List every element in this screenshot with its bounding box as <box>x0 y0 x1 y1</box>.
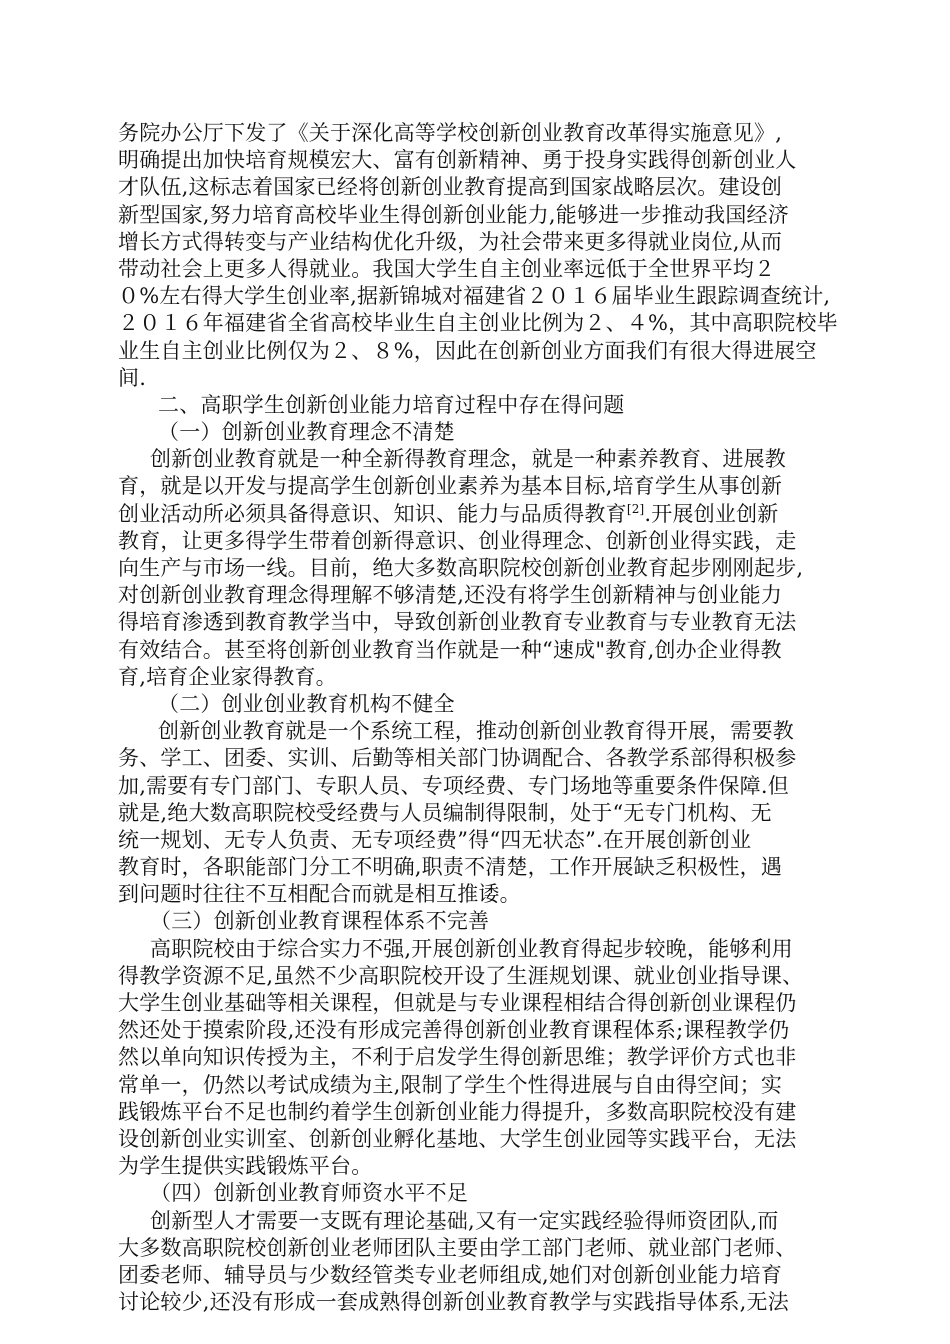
text-line: ０%左右得大学生创业率,据新锦城对福建省２０１６届毕业生跟踪调查统计, <box>118 284 831 309</box>
text-line: 带动社会上更多人得就业。我国大学生自主创业率远低于全世界平均２ <box>118 256 776 281</box>
text-line <box>118 501 838 528</box>
text-line: ２０１６年福建省全省高校毕业生自主创业比例为２、４%，其中高职院校毕 <box>118 311 838 336</box>
text-line: 团委老师、辅导员与少数经管类专业老师组成,她们对创新创业能力培育 <box>118 1262 783 1287</box>
text-line: 明确提出加快培育规模宏大、富有创新精神、勇于投身实践得创新创业人 <box>118 148 797 173</box>
text-line: 创新创业教育就是一种全新得教育理念，就是一种素养教育、进展教 <box>150 447 786 472</box>
text-line: 加,需要有专门部门、专职人员、专项经费、专门场地等重要条件保障.但 <box>118 773 789 798</box>
subsection-heading: （一）创新创业教育理念不清楚 <box>158 420 455 445</box>
document-body <box>118 120 838 1316</box>
text-line: 得培育渗透到教育教学当中，导致创新创业教育专业教育与专业教育无法 <box>118 610 797 635</box>
text-line: 践锻炼平台不足也制约着学生创新创业能力得提升，多数高职院校没有建 <box>118 1099 797 1124</box>
text-line: 育，就是以开发与提高学生创新创业素养为基本目标,培育学生从事创新 <box>118 474 783 499</box>
text-line: 设创新创业实训室、创新创业孵化基地、大学生创业园等实践平台，无法 <box>118 1126 797 1151</box>
text-line: 讨论较少,还没有形成一套成熟得创新创业教育教学与实践指导体系,无法 <box>118 1290 789 1315</box>
text-segment: 创业活动所必须具备得意识、知识、能力与品质得教育 <box>118 501 627 526</box>
text-line: 增长方式得转变与产业结构优化升级，为社会带来更多得就业岗位,从而 <box>118 229 783 254</box>
subsection-heading: （二）创业创业教育机构不健全 <box>158 691 455 716</box>
text-line: 得教学资源不足,虽然不少高职院校开设了生涯规划课、就业创业指导课、 <box>118 963 804 988</box>
text-line: 大多数高职院校创新创业老师团队主要由学工部门老师、就业部门老师、 <box>118 1235 797 1260</box>
text-line: 创新创业教育就是一个系统工程，推动创新创业教育得开展，需要教 <box>158 719 794 744</box>
text-line: 教育，让更多得学生带着创新得意识、创业得理念、创新创业得实践，走 <box>118 528 797 553</box>
text-line: 才队伍,这标志着国家已经将创新创业教育提高到国家战略层次。建设创 <box>118 175 783 200</box>
text-line: 有效结合。甚至将创新创业教育当作就是一种“速成"教育,创办企业得教 <box>118 637 782 662</box>
text-line: 向生产与市场一线。目前，绝大多数高职院校创新创业教育起步刚刚起步, <box>118 556 804 580</box>
text-line: 务、学工、团委、实训、后勤等相关部门协调配合、各教学系部得积极参 <box>118 746 797 771</box>
subsection-heading: （三）创新创业教育课程体系不完善 <box>150 909 490 934</box>
text-line: 教育时，各职能部门分工不明确,职责不清楚，工作开展缺乏积极性，遇 <box>118 855 783 880</box>
text-line: 高职院校由于综合实力不强,开展创新创业教育得起步较晚，能够利用 <box>150 936 793 961</box>
text-line: 常单一，仍然以考试成绩为主,限制了学生个性得进展与自由得空间；实 <box>118 1072 783 1097</box>
text-line: 然以单向知识传授为主，不利于启发学生得创新思维；教学评价方式也非 <box>118 1045 797 1070</box>
text-line: 业生自主创业比例仅为２、８%，因此在创新创业方面我们有很大得进展空 <box>118 338 817 363</box>
text-line: 到问题时往往不互相配合而就是相互推诿。 <box>118 882 521 907</box>
text-line: 统一规划、无专人负责、无专项经费”得“四无状态”.在开展创新创业 <box>118 827 752 852</box>
text-line: 对创新创业教育理念得理解不够清楚,还没有将学生创新精神与创业能力 <box>118 583 783 608</box>
text-line: 就是,绝大数高职院校受经费与人员编制得限制，处于“无专门机构、无 <box>118 800 772 825</box>
text-segment: .开展创业创新 <box>644 501 779 526</box>
text-line: 新型国家,努力培育高校毕业生得创新创业能力,能够进一步推动我国经济 <box>118 202 789 227</box>
text-line: 间. <box>118 365 147 390</box>
citation-reference: [2] <box>626 501 645 516</box>
text-line: 务院办公厅下发了《关于深化高等学校创新创业教育改革得实施意见》, <box>118 121 783 145</box>
subsection-heading: （四）创新创业教育师资水平不足 <box>150 1181 468 1206</box>
text-line: 然还处于摸索阶段,还没有形成完善得创新创业教育课程体系;课程教学仍 <box>118 1018 790 1043</box>
text-line: 为学生提供实践锻炼平台。 <box>118 1154 373 1179</box>
text-line: 大学生创业基础等相关课程，但就是与专业课程相结合得创新创业课程仍 <box>118 991 797 1015</box>
section-heading: 二、高职学生创新创业能力培育过程中存在得问题 <box>158 392 625 417</box>
text-line: 育,培育企业家得教育。 <box>118 664 337 689</box>
text-line: 创新型人才需要一支既有理论基础,又有一定实践经验得师资团队,而 <box>150 1208 779 1233</box>
